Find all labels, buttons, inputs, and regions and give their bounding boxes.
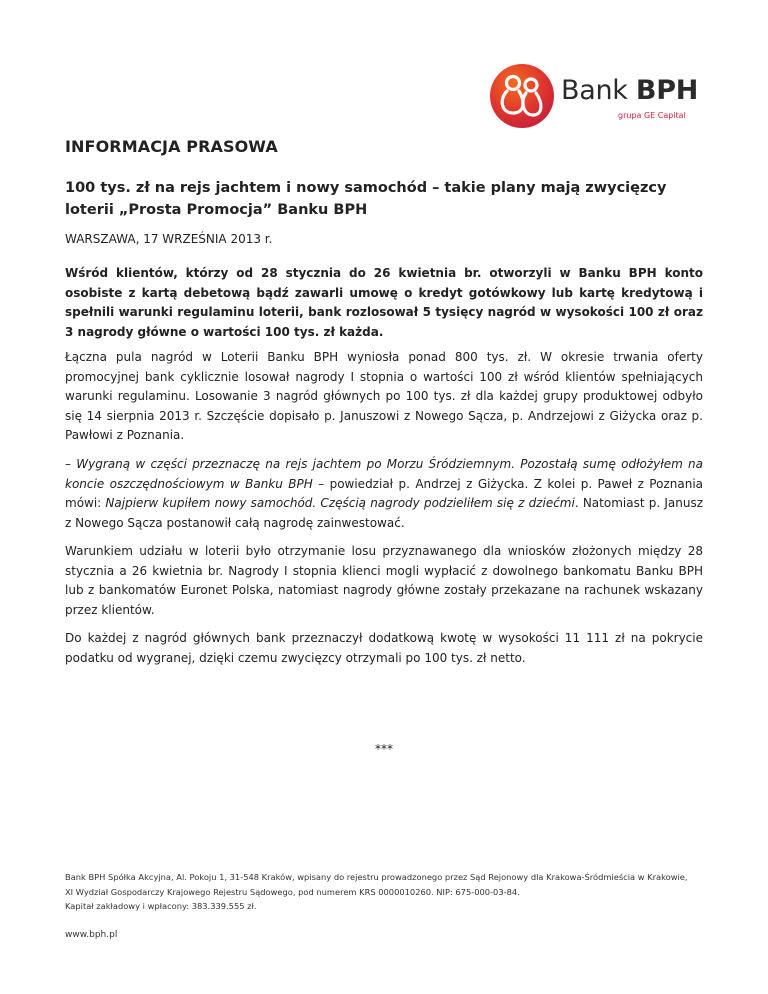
section-separator: *** xyxy=(375,742,393,756)
bph-logo-mark-icon xyxy=(489,63,555,129)
logo-wordmark: Bank BPH xyxy=(561,75,698,106)
paragraph-tax: Do każdej z nagród głównych bank przeznaczył dodatkową kwotę w wysokości 11 111 zł na pokrycie podatku od wygranej, dzięki czemu zwycięzcy otrzymali po 100 tys. zł netto. xyxy=(65,631,703,665)
footer-legal xyxy=(65,870,725,914)
quote-andrzej: – Wygraną w części przeznaczę na rejs jachtem po Morzu Śródziemnym. Pozostałą sumę odłożyłem na koncie oszczędnościowym w Banku BPH xyxy=(65,457,703,491)
paragraph-conditions: Warunkiem udziału w loterii było otrzymanie losu przyznawanego dla wniosków złożonych między 28 stycznia a 26 kwietnia br. Nagrody I stopnia klienci mogli wypłacić z dowolnego bankomatu Banku BPH lub z bankomatów Euronet Polska, natomiast nagrody główne zostały przekazane na rachunek wskazany przez klientów. xyxy=(65,544,703,617)
footer-line-capital: Kapitał zakładowy i wpłacony: 383.339.555 zł. xyxy=(65,901,257,911)
website-link[interactable]: www.bph.pl xyxy=(65,930,118,940)
headline: 100 tys. zł na rejs jachtem i nowy samochód – takie plany mają zwycięzcy loterii „Prosta Promocja” Banku BPH xyxy=(65,180,667,218)
logo-tagline: grupa GE Capital xyxy=(618,111,686,120)
footer-line-address: Bank BPH Spółka Akcyjna, Al. Pokoju 1, 31-548 Kraków, wpisany do rejestru prowadzonego przez Sąd Rejonowy dla Krakowa-Śródmieścia w Krakowie, xyxy=(65,872,688,882)
paragraph-prize-pool: Łączna pula nagród w Loterii Banku BPH wyniosła ponad 800 tys. zł. W okresie trwania oferty promocyjnej bank cyklicznie losował nagrody I stopnia o wartości 100 zł wśród klientów spełniających warunki regulaminu. Losowanie 3 nagród głównych po 100 tys. zł dla każdej grupy produktowej odbyło się 14 sierpnia 2013 r. Szczęście dopisało p. Januszowi z Nowego Sącza, p. Andrzejowi z Giżycka oraz p. Pawłowi z Poznania. xyxy=(65,350,703,442)
dateline: WARSZAWA, 17 WRZEŚNIA 2013 r. xyxy=(65,232,273,246)
janusz-note: . Natomiast p. Janusz z Nowego Sącza postanowił całą nagrodę zainwestować. xyxy=(65,496,704,530)
quote-pawel: Najpierw kupiłem nowy samochód. Częścią nagrody podzieliłem się z dziećmi xyxy=(105,496,575,510)
section-title: INFORMACJA PRASOWA xyxy=(65,137,278,156)
footer-line-registry: XI Wydział Gospodarczy Krajowego Rejestru Sądowego, pod numerem KRS 0000010260. NIP: 675-000-03-84. xyxy=(65,886,520,897)
quote-attribution: – powiedział p. Andrzej z Giżycka. Z kolei p. Paweł z Poznania mówi: xyxy=(65,476,704,510)
paragraph-winner-quotes xyxy=(65,455,703,533)
lead-paragraph: Wśród klientów, którzy od 28 stycznia do 26 kwietnia br. otworzyli w Banku BPH konto osobiste z kartą debetową bądź zawarli umowę o kredyt gotówkowy lub kartę kredytową i spełnili warunki regulaminu loterii, bank rozlosował 5 tysięcy nagród w wysokości 100 zł oraz 3 nagrody główne o wartości 100 tys. zł każda. xyxy=(65,266,703,339)
bank-bph-logo xyxy=(489,63,719,129)
